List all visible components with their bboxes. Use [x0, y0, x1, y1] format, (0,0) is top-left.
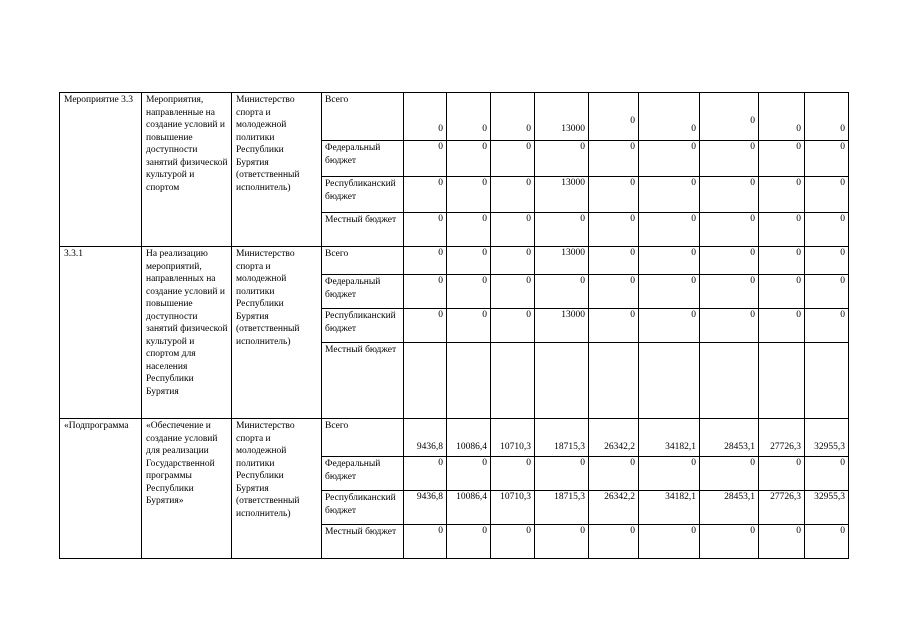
cell-value: 0	[639, 213, 700, 247]
cell-value: 0	[759, 177, 805, 213]
cell-value: 27726,3	[759, 491, 805, 525]
cell-value: 28453,1	[700, 491, 759, 525]
cell-value: 0	[491, 93, 535, 141]
cell-value: 18715,3	[535, 491, 589, 525]
cell-value: 0	[447, 525, 491, 559]
cell-value: 0	[404, 93, 447, 141]
cell-value: 0	[805, 177, 849, 213]
cell-value: 0	[700, 275, 759, 309]
cell-value: 32955,3	[805, 419, 849, 457]
cell-value: 0	[759, 247, 805, 275]
cell-value: 0	[639, 525, 700, 559]
cell-value: 0	[639, 247, 700, 275]
budget-table	[59, 92, 849, 559]
cell-executor: Министерство спорта и молодежной политики Республики Бурятия (ответственный исполнитель)	[232, 247, 322, 419]
cell-value: 13000	[535, 247, 589, 275]
cell-value: 13000	[535, 93, 589, 141]
cell-value	[535, 343, 589, 419]
cell-value	[805, 343, 849, 419]
cell-value: 10086,4	[447, 491, 491, 525]
cell-value: 0	[759, 141, 805, 177]
cell-value	[589, 343, 639, 419]
cell-value: 0	[759, 525, 805, 559]
cell-title: На реализацию мероприятий, направленных на создание условий и повышение доступности занятий физической культурой и спортом для населения Республики Бурятия	[142, 247, 232, 419]
cell-value: 0	[491, 525, 535, 559]
cell-value: 0	[700, 247, 759, 275]
cell-value: 0	[589, 177, 639, 213]
cell-value	[447, 343, 491, 419]
cell-funding-source: Местный бюджет	[322, 525, 404, 559]
cell-funding-source: Всего	[322, 93, 404, 141]
cell-value: 0	[700, 309, 759, 343]
cell-value: 0	[491, 457, 535, 491]
cell-value: 18715,3	[535, 419, 589, 457]
cell-value: 0	[700, 213, 759, 247]
cell-value: 0	[447, 457, 491, 491]
cell-value: 0	[491, 213, 535, 247]
table-row	[60, 93, 849, 141]
cell-value: 0	[700, 177, 759, 213]
cell-value: 0	[700, 141, 759, 177]
cell-value: 0	[805, 309, 849, 343]
cell-value	[759, 343, 805, 419]
cell-executor: Министерство спорта и молодежной политики Республики Бурятия (ответственный исполнитель)	[232, 93, 322, 247]
cell-id: Мероприятие 3.3	[60, 93, 142, 247]
cell-value: 27726,3	[759, 419, 805, 457]
cell-value: 0	[759, 93, 805, 141]
cell-value: 0	[404, 141, 447, 177]
cell-value: 0	[589, 141, 639, 177]
table-row	[60, 419, 849, 457]
cell-value: 0	[639, 141, 700, 177]
cell-value: 0	[535, 457, 589, 491]
cell-value: 0	[805, 141, 849, 177]
cell-value: 26342,2	[589, 419, 639, 457]
cell-value: 0	[404, 275, 447, 309]
cell-value: 0	[447, 247, 491, 275]
cell-funding-source: Республиканский бюджет	[322, 177, 404, 213]
cell-value: 0	[805, 213, 849, 247]
cell-value	[491, 343, 535, 419]
cell-value	[700, 343, 759, 419]
cell-value: 26342,2	[589, 491, 639, 525]
cell-value: 0	[589, 525, 639, 559]
cell-value: 0	[491, 177, 535, 213]
cell-funding-source: Республиканский бюджет	[322, 309, 404, 343]
cell-value: 10710,3	[491, 491, 535, 525]
cell-value: 0	[535, 525, 589, 559]
cell-value: 34182,1	[639, 419, 700, 457]
cell-value: 0	[447, 213, 491, 247]
cell-value: 34182,1	[639, 491, 700, 525]
cell-value: 0	[589, 309, 639, 343]
cell-value: 0	[639, 309, 700, 343]
cell-value: 13000	[535, 309, 589, 343]
cell-value: 13000	[535, 177, 589, 213]
cell-funding-source: Республиканский бюджет	[322, 491, 404, 525]
cell-value: 0	[639, 275, 700, 309]
cell-value: 0	[700, 93, 759, 141]
cell-value: 0	[759, 457, 805, 491]
cell-value: 0	[491, 141, 535, 177]
cell-value: 0	[404, 309, 447, 343]
cell-value: 0	[589, 247, 639, 275]
cell-value: 0	[639, 457, 700, 491]
cell-value: 0	[805, 275, 849, 309]
cell-value: 0	[700, 457, 759, 491]
cell-value: 10710,3	[491, 419, 535, 457]
cell-value: 0	[535, 275, 589, 309]
cell-value: 0	[700, 525, 759, 559]
cell-value: 0	[447, 93, 491, 141]
cell-value: 0	[404, 457, 447, 491]
cell-funding-source: Всего	[322, 419, 404, 457]
cell-value: 0	[447, 275, 491, 309]
cell-value: 0	[759, 309, 805, 343]
cell-value: 0	[491, 309, 535, 343]
cell-value: 0	[447, 309, 491, 343]
cell-value: 0	[447, 177, 491, 213]
cell-funding-source: Федеральный бюджет	[322, 275, 404, 309]
cell-value: 0	[759, 213, 805, 247]
cell-title: «Обеспечение и создание условий для реализации Государственной программы Республики Бурятия»	[142, 419, 232, 559]
cell-value: 0	[589, 213, 639, 247]
cell-value: 0	[404, 525, 447, 559]
cell-value: 10086,4	[447, 419, 491, 457]
cell-value: 32955,3	[805, 491, 849, 525]
cell-title: Мероприятия, направленные на создание условий и повышение доступности занятий физической культурой и спортом	[142, 93, 232, 247]
cell-value: 0	[805, 93, 849, 141]
cell-value: 0	[805, 457, 849, 491]
cell-id: «Подпрограмма	[60, 419, 142, 559]
table-row	[60, 247, 849, 275]
cell-value: 0	[805, 525, 849, 559]
cell-value: 9436,8	[404, 419, 447, 457]
cell-funding-source: Федеральный бюджет	[322, 141, 404, 177]
cell-value: 0	[491, 275, 535, 309]
cell-value: 0	[805, 247, 849, 275]
cell-value: 0	[589, 275, 639, 309]
cell-value: 28453,1	[700, 419, 759, 457]
cell-funding-source: Всего	[322, 247, 404, 275]
cell-funding-source: Федеральный бюджет	[322, 457, 404, 491]
cell-value: 0	[759, 275, 805, 309]
cell-value: 0	[447, 141, 491, 177]
cell-value: 0	[535, 213, 589, 247]
cell-value: 0	[589, 93, 639, 141]
cell-value	[404, 343, 447, 419]
cell-id: 3.3.1	[60, 247, 142, 419]
cell-funding-source: Местный бюджет	[322, 213, 404, 247]
cell-value: 0	[404, 247, 447, 275]
cell-value: 0	[639, 177, 700, 213]
cell-executor: Министерство спорта и молодежной политики Республики Бурятия (ответственный исполнитель)	[232, 419, 322, 559]
cell-value	[639, 343, 700, 419]
cell-value: 0	[491, 247, 535, 275]
cell-value: 0	[404, 213, 447, 247]
cell-value: 0	[404, 177, 447, 213]
cell-value: 9436,8	[404, 491, 447, 525]
cell-value: 0	[639, 93, 700, 141]
cell-funding-source: Местный бюджет	[322, 343, 404, 419]
cell-value: 0	[535, 141, 589, 177]
cell-value: 0	[589, 457, 639, 491]
